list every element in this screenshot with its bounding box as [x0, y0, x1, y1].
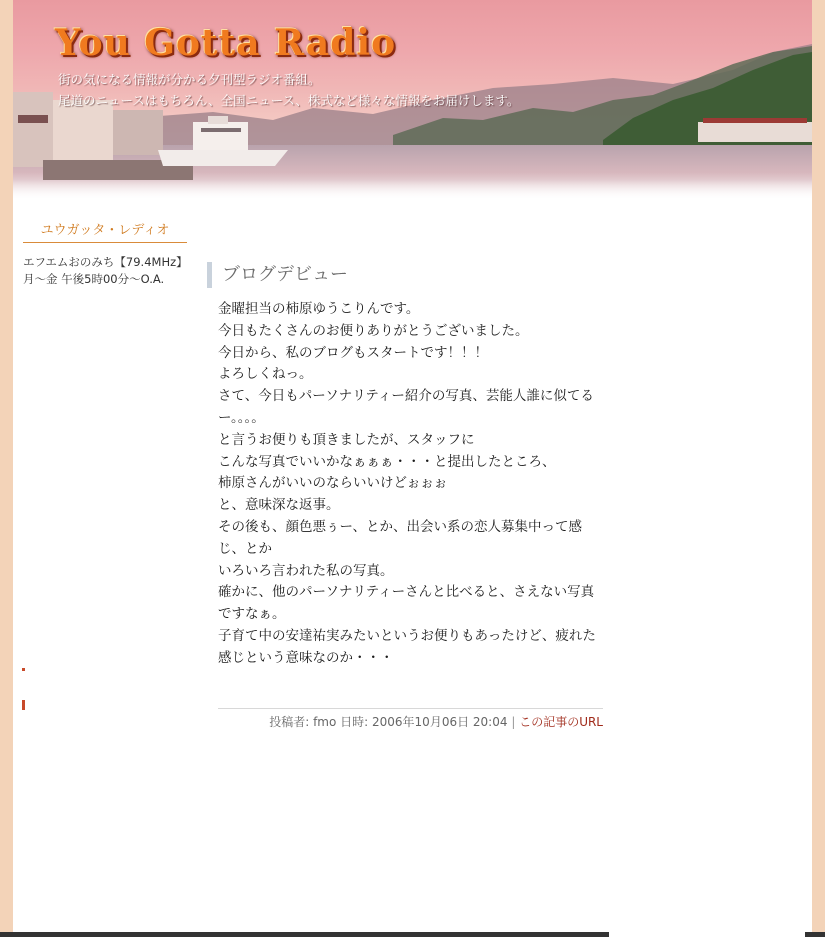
permalink-link[interactable]: この記事のURL [519, 715, 603, 729]
post-line: 今日もたくさんのお便りありがとうございました。 [218, 322, 529, 339]
post-line: 柿原さんがいいのならいいけどぉぉぉ [218, 475, 448, 492]
window-bottom-scrollbar-end [805, 932, 825, 937]
post-line: と言うお便りも頂きましたが、スタッフに [218, 431, 475, 448]
post-line: よろしくねっ。 [218, 366, 313, 383]
post-line: その後も、顔色悪ぅー、とか、出会い系の恋人募集中って感じ、とか [218, 518, 582, 557]
site-header-banner [13, 0, 812, 200]
post-line: 今日から、私のブログもスタートです！！！ [218, 344, 488, 361]
broadcast-schedule: 月～金 午後5時00分～O.A. [23, 272, 165, 286]
post-body [218, 299, 603, 670]
post-line: 子育て中の安達祐実みたいというお便りもあったけど、疲れた感じという意味なのか・・・ [218, 627, 596, 666]
post-line: 確かに、他のパーソナリティーさんと比べると、さえない写真ですなぁ。 [218, 584, 595, 623]
post-line: さて、今日もパーソナリティー紹介の写真、芸能人誰に似てるー。。。。 [218, 388, 594, 426]
sidebar-heading: ユウガッタ・レディオ [23, 220, 187, 243]
post-meta: 投稿者: fmo 日時: 2006年10月06日 20:04 [269, 715, 508, 729]
post-footer [218, 713, 603, 730]
page-right-border [812, 0, 825, 937]
post-footer-separator: | [511, 715, 516, 729]
post-line: 金曜担当の柿原ゆうこりんです。 [218, 301, 420, 317]
post-line: いろいろ言われた私の写真。 [218, 562, 394, 579]
station-info: エフエムおのみち【79.4MHz】 [23, 255, 188, 269]
post-title[interactable]: ブログデビュー [207, 262, 348, 288]
window-bottom-scrollbar[interactable] [0, 932, 609, 937]
site-tagline-line-1: 街の気になる情報が分かる夕刊型ラジオ番組。 [58, 72, 321, 87]
sidebar-fragment-mark [22, 668, 25, 671]
site-tagline-line-2: 尾道のニュースはもちろん、全国ニュース、株式など様々な情報をお届けします。 [58, 93, 520, 108]
post-line: と、意味深な返事。 [218, 497, 340, 514]
post-footer-divider [218, 708, 603, 709]
post-line: こんな写真でいいかなぁぁぁ・・・と提出したところ、 [218, 453, 556, 470]
site-title-logo[interactable]: You Gotta Radio [55, 22, 397, 64]
page-left-border [0, 0, 13, 937]
sidebar-fragment-mark [22, 700, 25, 710]
